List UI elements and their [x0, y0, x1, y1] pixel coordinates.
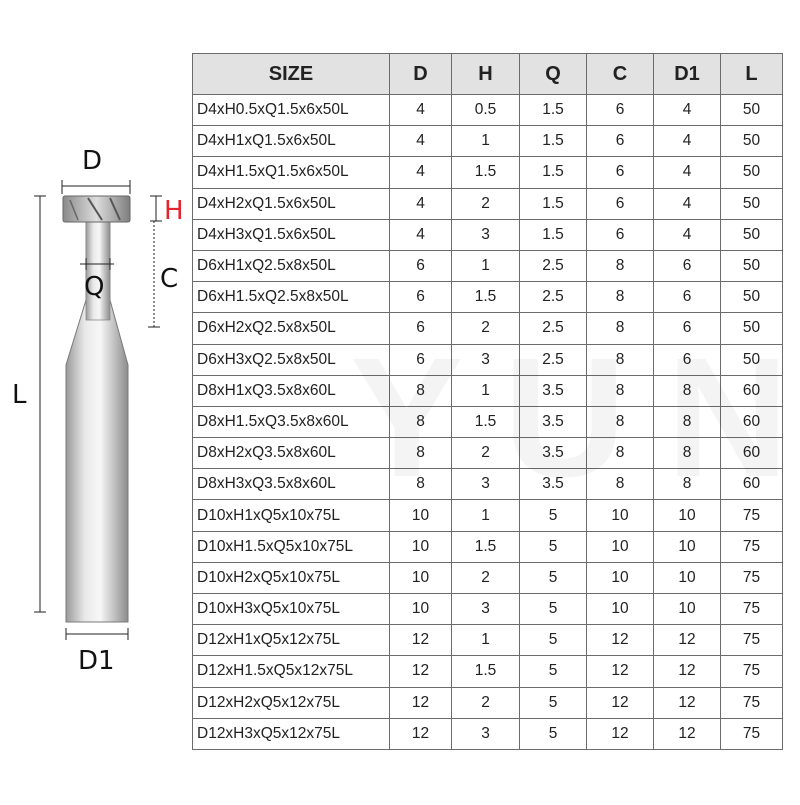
cell-c: 6: [587, 95, 654, 126]
dimension-d: [62, 180, 130, 194]
label-q: Q: [84, 272, 105, 302]
table-row: [193, 219, 783, 250]
cell-h: 2: [452, 313, 520, 344]
cell-h: 1: [452, 126, 520, 157]
cell-q: 3.5: [520, 375, 587, 406]
dimension-d1: [66, 628, 128, 640]
cell-q: 5: [520, 625, 587, 656]
dimension-l: [34, 196, 46, 612]
cell-d1: 12: [654, 718, 721, 749]
cell-c: 8: [587, 282, 654, 313]
table-row: [193, 625, 783, 656]
cell-c: 8: [587, 406, 654, 437]
cell-l: 50: [721, 250, 783, 281]
cell-l: 50: [721, 313, 783, 344]
cell-size: D4xH0.5xQ1.5x6x50L: [193, 95, 390, 126]
table-row: [193, 250, 783, 281]
cell-size: D8xH2xQ3.5x8x60L: [193, 438, 390, 469]
cutter-drawing: [0, 0, 190, 800]
table-row: [193, 188, 783, 219]
cell-h: 3: [452, 344, 520, 375]
label-h: H: [164, 196, 184, 226]
label-d1: D1: [78, 646, 115, 676]
cell-l: 75: [721, 562, 783, 593]
cell-h: 2: [452, 438, 520, 469]
table-row: [193, 157, 783, 188]
table-row: [193, 313, 783, 344]
cell-l: 50: [721, 344, 783, 375]
cell-d1: 6: [654, 282, 721, 313]
cell-d1: 10: [654, 562, 721, 593]
cell-h: 1: [452, 250, 520, 281]
cell-d1: 8: [654, 406, 721, 437]
cell-h: 3: [452, 718, 520, 749]
cell-size: D6xH3xQ2.5x8x50L: [193, 344, 390, 375]
cell-d: 6: [390, 250, 452, 281]
cell-size: D8xH3xQ3.5x8x60L: [193, 469, 390, 500]
cell-c: 10: [587, 500, 654, 531]
cell-d1: 12: [654, 656, 721, 687]
table-row: [193, 562, 783, 593]
cell-size: D6xH2xQ2.5x8x50L: [193, 313, 390, 344]
cell-c: 12: [587, 687, 654, 718]
cell-d1: 6: [654, 313, 721, 344]
cell-size: D12xH1xQ5x12x75L: [193, 625, 390, 656]
table-row: [193, 406, 783, 437]
table-row: [193, 126, 783, 157]
cell-d1: 4: [654, 157, 721, 188]
label-d: D: [82, 146, 103, 176]
cell-q: 3.5: [520, 438, 587, 469]
cell-l: 75: [721, 500, 783, 531]
cell-c: 12: [587, 656, 654, 687]
cell-d: 4: [390, 188, 452, 219]
cell-size: D12xH3xQ5x12x75L: [193, 718, 390, 749]
cell-d1: 10: [654, 500, 721, 531]
cell-d: 6: [390, 282, 452, 313]
cell-size: D8xH1xQ3.5x8x60L: [193, 375, 390, 406]
cell-d: 6: [390, 344, 452, 375]
cell-h: 1.5: [452, 282, 520, 313]
cell-l: 60: [721, 469, 783, 500]
cell-l: 60: [721, 375, 783, 406]
cell-c: 8: [587, 250, 654, 281]
cell-c: 8: [587, 344, 654, 375]
cell-d: 12: [390, 625, 452, 656]
cell-q: 1.5: [520, 188, 587, 219]
cell-size: D4xH3xQ1.5x6x50L: [193, 219, 390, 250]
cell-size: D4xH2xQ1.5x6x50L: [193, 188, 390, 219]
cell-c: 10: [587, 594, 654, 625]
cell-d: 10: [390, 594, 452, 625]
cell-q: 5: [520, 656, 587, 687]
column-header-l: L: [721, 54, 783, 95]
cell-d1: 6: [654, 344, 721, 375]
cell-h: 1: [452, 500, 520, 531]
table-row: [193, 375, 783, 406]
cell-c: 6: [587, 219, 654, 250]
table-row: [193, 718, 783, 749]
cell-d1: 8: [654, 469, 721, 500]
table-row: [193, 282, 783, 313]
column-header-q: Q: [520, 54, 587, 95]
label-c: C: [160, 264, 179, 294]
cell-d1: 4: [654, 188, 721, 219]
cell-l: 75: [721, 594, 783, 625]
cell-d: 10: [390, 562, 452, 593]
cell-d1: 8: [654, 375, 721, 406]
cell-h: 1: [452, 625, 520, 656]
cell-l: 75: [721, 718, 783, 749]
cell-d1: 4: [654, 95, 721, 126]
cell-q: 3.5: [520, 406, 587, 437]
table-row: [193, 438, 783, 469]
column-header-d1: D1: [654, 54, 721, 95]
cell-c: 8: [587, 438, 654, 469]
cell-h: 1.5: [452, 531, 520, 562]
cell-d: 4: [390, 157, 452, 188]
cell-c: 6: [587, 157, 654, 188]
column-header-h: H: [452, 54, 520, 95]
cell-l: 50: [721, 157, 783, 188]
cell-d1: 12: [654, 625, 721, 656]
cell-c: 10: [587, 562, 654, 593]
cell-d1: 10: [654, 531, 721, 562]
dimension-c: [148, 221, 160, 327]
cell-q: 2.5: [520, 250, 587, 281]
cell-q: 3.5: [520, 469, 587, 500]
cell-d: 10: [390, 500, 452, 531]
cell-d: 8: [390, 438, 452, 469]
cell-h: 3: [452, 594, 520, 625]
cell-d: 6: [390, 313, 452, 344]
cell-h: 3: [452, 219, 520, 250]
cell-c: 8: [587, 469, 654, 500]
table-header-row: [193, 54, 783, 95]
cell-size: D10xH2xQ5x10x75L: [193, 562, 390, 593]
cell-l: 75: [721, 531, 783, 562]
cell-q: 5: [520, 531, 587, 562]
cell-d1: 6: [654, 250, 721, 281]
cell-q: 1.5: [520, 157, 587, 188]
cell-q: 1.5: [520, 95, 587, 126]
cell-c: 10: [587, 531, 654, 562]
cell-d: 8: [390, 469, 452, 500]
cell-q: 1.5: [520, 126, 587, 157]
cell-d1: 8: [654, 438, 721, 469]
table-row: [193, 531, 783, 562]
table-row: [193, 344, 783, 375]
cell-d: 8: [390, 406, 452, 437]
cell-size: D12xH1.5xQ5x12x75L: [193, 656, 390, 687]
cell-l: 60: [721, 406, 783, 437]
cell-q: 5: [520, 594, 587, 625]
cell-size: D10xH1.5xQ5x10x75L: [193, 531, 390, 562]
cell-h: 2: [452, 562, 520, 593]
cell-size: D6xH1.5xQ2.5x8x50L: [193, 282, 390, 313]
cell-d: 10: [390, 531, 452, 562]
cell-d: 4: [390, 95, 452, 126]
cell-size: D6xH1xQ2.5x8x50L: [193, 250, 390, 281]
t-slot-cutter-diagram: [0, 0, 190, 800]
cell-q: 2.5: [520, 344, 587, 375]
cell-h: 3: [452, 469, 520, 500]
cell-d1: 4: [654, 219, 721, 250]
cell-d: 12: [390, 687, 452, 718]
tool-neck: [86, 220, 110, 320]
cell-l: 50: [721, 219, 783, 250]
cell-c: 12: [587, 718, 654, 749]
cell-h: 1.5: [452, 406, 520, 437]
cell-size: D4xH1xQ1.5x6x50L: [193, 126, 390, 157]
cell-h: 1.5: [452, 656, 520, 687]
table-body: [193, 95, 783, 750]
cell-d1: 12: [654, 687, 721, 718]
cell-q: 5: [520, 718, 587, 749]
cell-q: 2.5: [520, 313, 587, 344]
cell-c: 12: [587, 625, 654, 656]
cell-h: 1: [452, 375, 520, 406]
cell-l: 75: [721, 625, 783, 656]
table-row: [193, 687, 783, 718]
dimension-h: [150, 196, 162, 221]
cell-l: 50: [721, 95, 783, 126]
cell-size: D10xH1xQ5x10x75L: [193, 500, 390, 531]
cell-q: 5: [520, 500, 587, 531]
cell-d: 4: [390, 126, 452, 157]
table-row: [193, 594, 783, 625]
cell-d: 8: [390, 375, 452, 406]
column-header-size: SIZE: [193, 54, 390, 95]
label-l: L: [12, 380, 27, 410]
cell-l: 50: [721, 188, 783, 219]
cell-c: 6: [587, 188, 654, 219]
cell-q: 1.5: [520, 219, 587, 250]
cell-h: 1.5: [452, 157, 520, 188]
cell-c: 8: [587, 375, 654, 406]
cell-l: 50: [721, 126, 783, 157]
cell-size: D12xH2xQ5x12x75L: [193, 687, 390, 718]
cell-d: 12: [390, 718, 452, 749]
column-header-d: D: [390, 54, 452, 95]
cell-size: D8xH1.5xQ3.5x8x60L: [193, 406, 390, 437]
cell-size: D10xH3xQ5x10x75L: [193, 594, 390, 625]
table-row: [193, 500, 783, 531]
cell-l: 75: [721, 656, 783, 687]
cell-size: D4xH1.5xQ1.5x6x50L: [193, 157, 390, 188]
cell-d: 4: [390, 219, 452, 250]
cell-q: 5: [520, 687, 587, 718]
cell-h: 2: [452, 188, 520, 219]
column-header-c: C: [587, 54, 654, 95]
table-row: [193, 656, 783, 687]
cell-q: 2.5: [520, 282, 587, 313]
cell-h: 0.5: [452, 95, 520, 126]
cell-d1: 4: [654, 126, 721, 157]
cell-l: 60: [721, 438, 783, 469]
cell-q: 5: [520, 562, 587, 593]
size-spec-table: [192, 53, 783, 750]
cell-d1: 10: [654, 594, 721, 625]
table-row: [193, 469, 783, 500]
cell-c: 6: [587, 126, 654, 157]
cell-l: 50: [721, 282, 783, 313]
cell-l: 75: [721, 687, 783, 718]
table-row: [193, 95, 783, 126]
cell-h: 2: [452, 687, 520, 718]
cell-d: 12: [390, 656, 452, 687]
cell-c: 8: [587, 313, 654, 344]
